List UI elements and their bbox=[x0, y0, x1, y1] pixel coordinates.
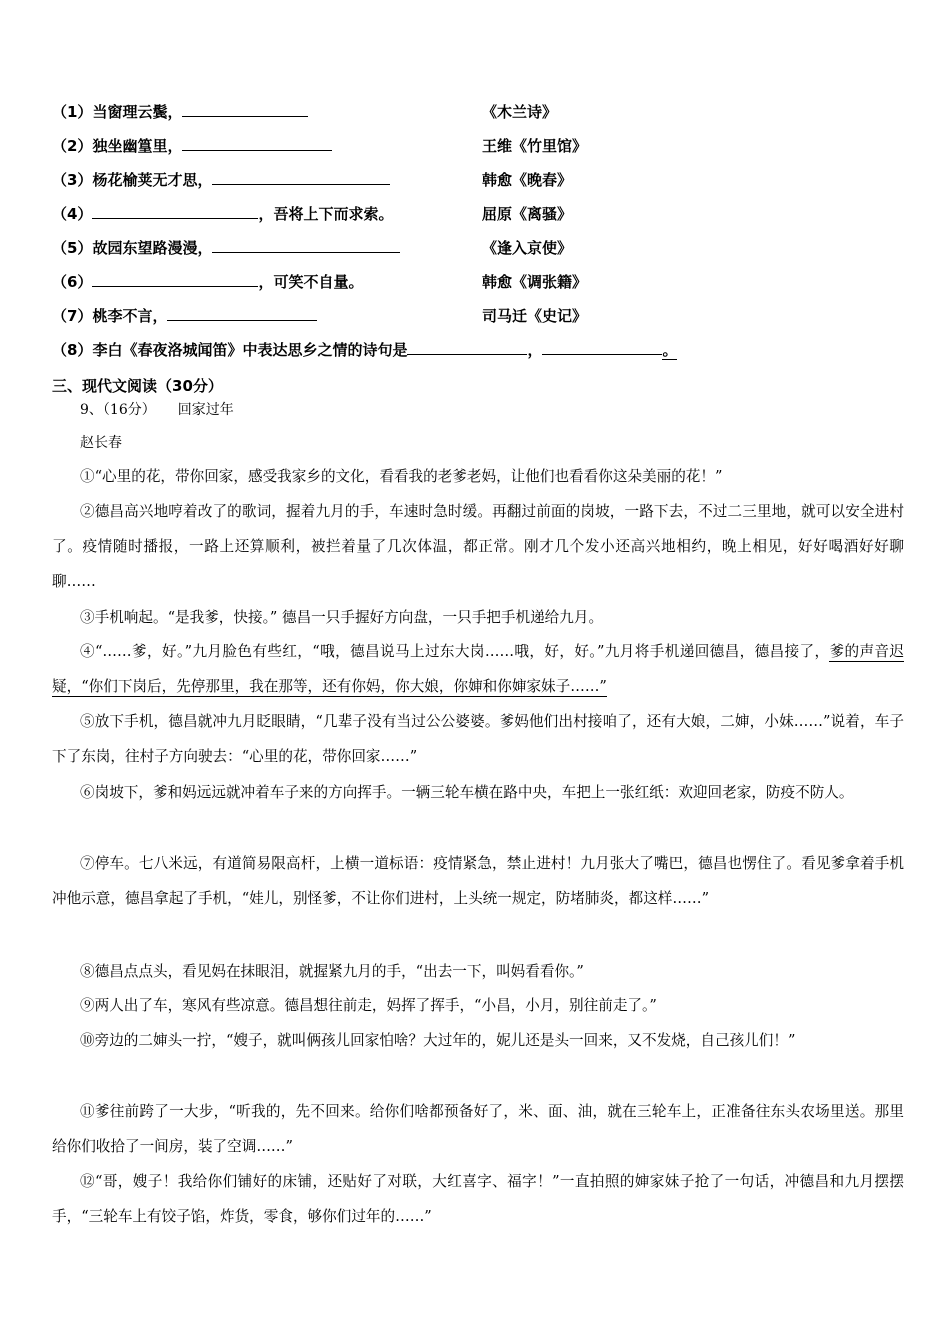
question-header bbox=[80, 399, 234, 421]
question-label: 9、（16分） bbox=[80, 402, 156, 418]
poem-source: 《木兰诗》 bbox=[482, 103, 558, 121]
poem-row-8 bbox=[52, 339, 677, 361]
author: 赵长春 bbox=[80, 435, 122, 451]
poem-number: （2） bbox=[52, 137, 93, 155]
poem-source: 王维《竹里馆》 bbox=[482, 137, 588, 155]
paragraph-1: ①“心里的花，带你回家，感受我家乡的文化，看看我的老爹老妈，让他们也看看你这朵美丽的花！” bbox=[80, 468, 723, 485]
paragraph-2: ②德昌高兴地哼着改了的歌词，握着九月的手，车速时急时缓。再翻过前面的岗坡，一路下去，不过二三里地，就可以安全进村了。疫情随时播报，一路上还算顺利，被拦着量了几次体温，都正常。刚才几个发小还高兴地相约，晚上相见，好好喝酒好好聊聊…… bbox=[52, 503, 904, 590]
poem-number: （7） bbox=[52, 307, 93, 325]
poem-source: 《逢入京使》 bbox=[482, 239, 573, 257]
poem-row-1 bbox=[52, 101, 308, 123]
poem-row-5 bbox=[52, 237, 400, 259]
paragraph-8: ⑧德昌点点头，看见妈在抹眼泪，就握紧九月的手，“出去一下，叫妈看看你。” bbox=[80, 963, 584, 980]
poem-text: 桃李不言， bbox=[92, 307, 168, 325]
paragraph-7: ⑦停车。七八米远，有道简易限高杆，上横一道标语：疫情紧急，禁止进村！九月张大了嘴巴，德昌也愣住了。看见爹拿着手机冲他示意，德昌拿起了手机，“娃儿，别怪爹，不让你们进村，上头统一规定，防堵肺炎，都这样……” bbox=[52, 855, 904, 907]
answer-blank[interactable] bbox=[542, 339, 662, 355]
poem-source: 司马迁《史记》 bbox=[482, 307, 588, 325]
paragraph-11: ⑪爹往前跨了一大步，“听我的，先不回来。给你们啥都预备好了，米、面、油，就在三轮车上，正准备往东头农场里送。那里给你们收拾了一间房，装了空调……” bbox=[52, 1103, 904, 1155]
answer-blank[interactable] bbox=[182, 101, 308, 117]
paragraph-4 bbox=[52, 634, 904, 704]
paragraph-9: ⑨两人出了车，寒风有些凉意。德昌想往前走，妈挥了挥手，“小昌，小月，别往前走了。” bbox=[80, 997, 657, 1014]
section-title: 三、现代文阅读（30分） bbox=[52, 377, 223, 395]
answer-blank[interactable] bbox=[92, 203, 258, 219]
poem-number: （5） bbox=[52, 239, 93, 257]
poem-text: 杨花榆荚无才思， bbox=[92, 171, 213, 189]
paragraph-6: ⑥岗坡下，爹和妈远远就冲着车子来的方向挥手。一辆三轮车横在路中央，车把上一张红纸：欢迎回老家，防疫不防人。 bbox=[80, 784, 854, 801]
paragraph-5: ⑤放下手机，德昌就冲九月眨眼睛，“几辈子没有当过公公婆婆。爹妈他们出村接咱了，还有大娘，二婶，小妹……”说着，车子下了东岗，往村子方向驶去：“心里的花，带你回家……” bbox=[52, 713, 904, 765]
poem-text: 李白《春夜洛城闻笛》中表达思乡之情的诗句是 bbox=[92, 341, 408, 359]
poem-source: 韩愈《调张籍》 bbox=[482, 273, 588, 291]
poem-number: （3） bbox=[52, 171, 93, 189]
poem-number: （8） bbox=[52, 341, 93, 359]
answer-blank[interactable] bbox=[167, 305, 317, 321]
poem-text: ，可笑不自量。 bbox=[258, 273, 364, 291]
answer-blank[interactable] bbox=[92, 271, 258, 287]
poem-source: 屈原《离骚》 bbox=[482, 205, 573, 223]
poem-number: （1） bbox=[52, 103, 93, 121]
paragraph-12: ⑫“哥，嫂子！我给你们铺好的床铺，还贴好了对联，大红喜字、福字！”一直拍照的婶家妹子抢了一句话，冲德昌和九月摆摆手，“三轮车上有饺子馅，炸货，零食，够你们过年的……” bbox=[52, 1173, 904, 1225]
answer-blank[interactable] bbox=[212, 237, 400, 253]
poem-text: 独坐幽篁里， bbox=[92, 137, 183, 155]
poem-row-7 bbox=[52, 305, 317, 327]
answer-blank[interactable] bbox=[182, 135, 332, 151]
paragraph-4-text: ④“……爹，好。”九月脸色有些红，“哦，德昌说马上过东大岗……哦，好，好。”九月将手机递回德昌，德昌接了， bbox=[80, 643, 830, 660]
underlined-sentence: 爹的声音迟疑，“你们下岗后，先停那里，我在那等，还有你妈，你大娘，你婶和你婶家妹子……” bbox=[52, 643, 904, 695]
poem-row-6 bbox=[52, 271, 363, 293]
period: 。 bbox=[662, 341, 678, 359]
poem-text: 当窗理云鬓， bbox=[92, 103, 183, 121]
poem-number: （4） bbox=[52, 205, 93, 223]
poem-text: ，吾将上下而求索。 bbox=[258, 205, 394, 223]
paragraph-3: ③手机响起。“是我爹，快接。” 德昌一只手握好方向盘，一只手把手机递给九月。 bbox=[80, 609, 604, 626]
poem-row-3 bbox=[52, 169, 390, 191]
poem-text: 故园东望路漫漫， bbox=[92, 239, 213, 257]
paragraph-10: ⑩旁边的二婶头一拧，“嫂子，就叫俩孩儿回家怕啥？大过年的，妮儿还是头一回来，又不发烧，自己孩儿们！” bbox=[80, 1032, 796, 1049]
answer-blank[interactable] bbox=[212, 169, 390, 185]
poem-number: （6） bbox=[52, 273, 93, 291]
poem-source: 韩愈《晚春》 bbox=[482, 171, 573, 189]
answer-blank[interactable] bbox=[407, 339, 527, 355]
poem-row-4 bbox=[52, 203, 393, 225]
story-title: 回家过年 bbox=[177, 402, 234, 418]
poem-row-2 bbox=[52, 135, 332, 157]
comma: ， bbox=[527, 341, 543, 359]
